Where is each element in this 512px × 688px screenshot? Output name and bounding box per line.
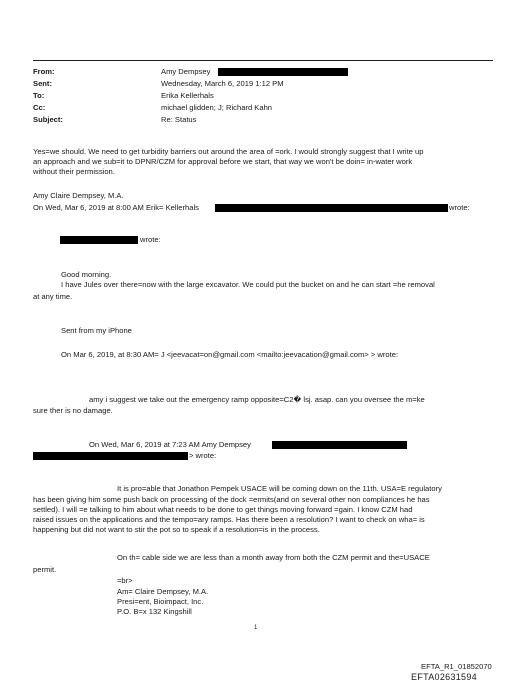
page-number: 1 — [254, 625, 258, 631]
pempek-line: has been giving him some push back on processing of the dock =ermits(and on several other non compliances he has — [33, 495, 430, 504]
from-value: Amy Dempsey — [161, 67, 211, 76]
br-tag: =br> — [117, 576, 133, 585]
signature-line: P.O. B=x 132 Kingshill — [117, 607, 192, 616]
doc-id-primary: EFTA_R1_01852070 — [421, 662, 492, 671]
permit-word: permit. — [33, 565, 57, 574]
redaction-from-email — [218, 68, 348, 76]
morning-line: I have Jules over there=now with the large excavator. We could put the bucket on and he can start =he removal — [61, 280, 435, 289]
quote4-intro: On Wed, Mar 6, 2019 at 7:23 AM Amy Dempsey — [89, 440, 251, 449]
signature-line: Presi=ent, Bioimpact, Inc. — [117, 597, 204, 606]
sent-value: Wednesday, March 6, 2019 1:12 PM — [161, 79, 284, 88]
redaction-erika-email — [215, 204, 448, 212]
subject-label: Subject: — [33, 115, 63, 124]
morning-paragraph — [61, 270, 435, 290]
signature-block — [117, 587, 208, 617]
header-top-rule — [33, 60, 493, 61]
pempek-line: settled). I will =e talking to him about what needs to be done to get things moving forward =gain. I know CZM had — [33, 505, 413, 514]
reply-line: without their permission. — [33, 167, 115, 176]
redaction-amy-email-2 — [33, 452, 188, 460]
quote3-intro: On Mar 6, 2019, at 8:30 AM= J <jeevacat=on@gmail.com <mailto:jeevacation@gmail.com> > wrote: — [61, 350, 399, 359]
reply-line: Yes=we should. We need to get turbidity barriers out around the area of =ork. I would strongly suggest that I write up — [33, 147, 424, 156]
from-label: From: — [33, 67, 55, 76]
amy-suggestion-cont: sure ther is no damage. — [33, 406, 113, 415]
subject-value: Re: Status — [161, 115, 197, 124]
quote1-wrote: wrote: — [449, 203, 470, 212]
reply-paragraph — [33, 147, 423, 177]
to-value: Erika Kellerhals — [161, 91, 214, 100]
reply-line: an approach and we sub=it to DPNR/CZM for approval before we start, that way we won't be doin= in-water work — [33, 157, 413, 166]
pempek-line: happening but did not want to stir the pot so to speak if a resolution=is in the process. — [33, 525, 320, 534]
signature-line: Am= Claire Dempsey, M.A. — [117, 587, 209, 596]
sent-label: Sent: — [33, 79, 52, 88]
pempek-line: raised issues on the applications and the tempo=ary ramps. Has there been a resolution? I want to check on wha= is — [33, 515, 425, 524]
quote4-wrote: > wrote: — [189, 451, 217, 460]
doc-id-secondary: EFTA02631594 — [411, 672, 477, 682]
morning-line: Good morning. — [61, 270, 112, 279]
cc-value: michael glidden; J; Richard Kahn — [161, 103, 273, 112]
redaction-sender — [60, 236, 138, 244]
morning-continuation: at any time. — [33, 292, 73, 301]
pempek-paragraph — [33, 495, 430, 535]
quote1-intro: On Wed, Mar 6, 2019 at 8:00 AM Erik= Kellerhals — [33, 203, 199, 212]
quote2-wrote: wrote: — [140, 235, 161, 244]
cc-label: Cc: — [33, 103, 46, 112]
amy-suggestion-line: amy i suggest we take out the emergency ramp opposite=C2� lsj. asap. can you oversee the m=ke — [89, 395, 425, 404]
to-label: To: — [33, 91, 45, 100]
redaction-amy-email-1 — [272, 441, 407, 449]
cable-line: On th= cable side we are less than a month away from both the CZM permit and the=USACE — [117, 553, 430, 562]
sent-from-iphone: Sent from my iPhone — [61, 326, 132, 335]
signature-name: Amy Claire Dempsey, M.A. — [33, 191, 124, 200]
pempek-first-line: It is pro=able that Jonathon Pempek USACE will be coming down on the 11th. USA=E regulatory — [117, 484, 442, 493]
